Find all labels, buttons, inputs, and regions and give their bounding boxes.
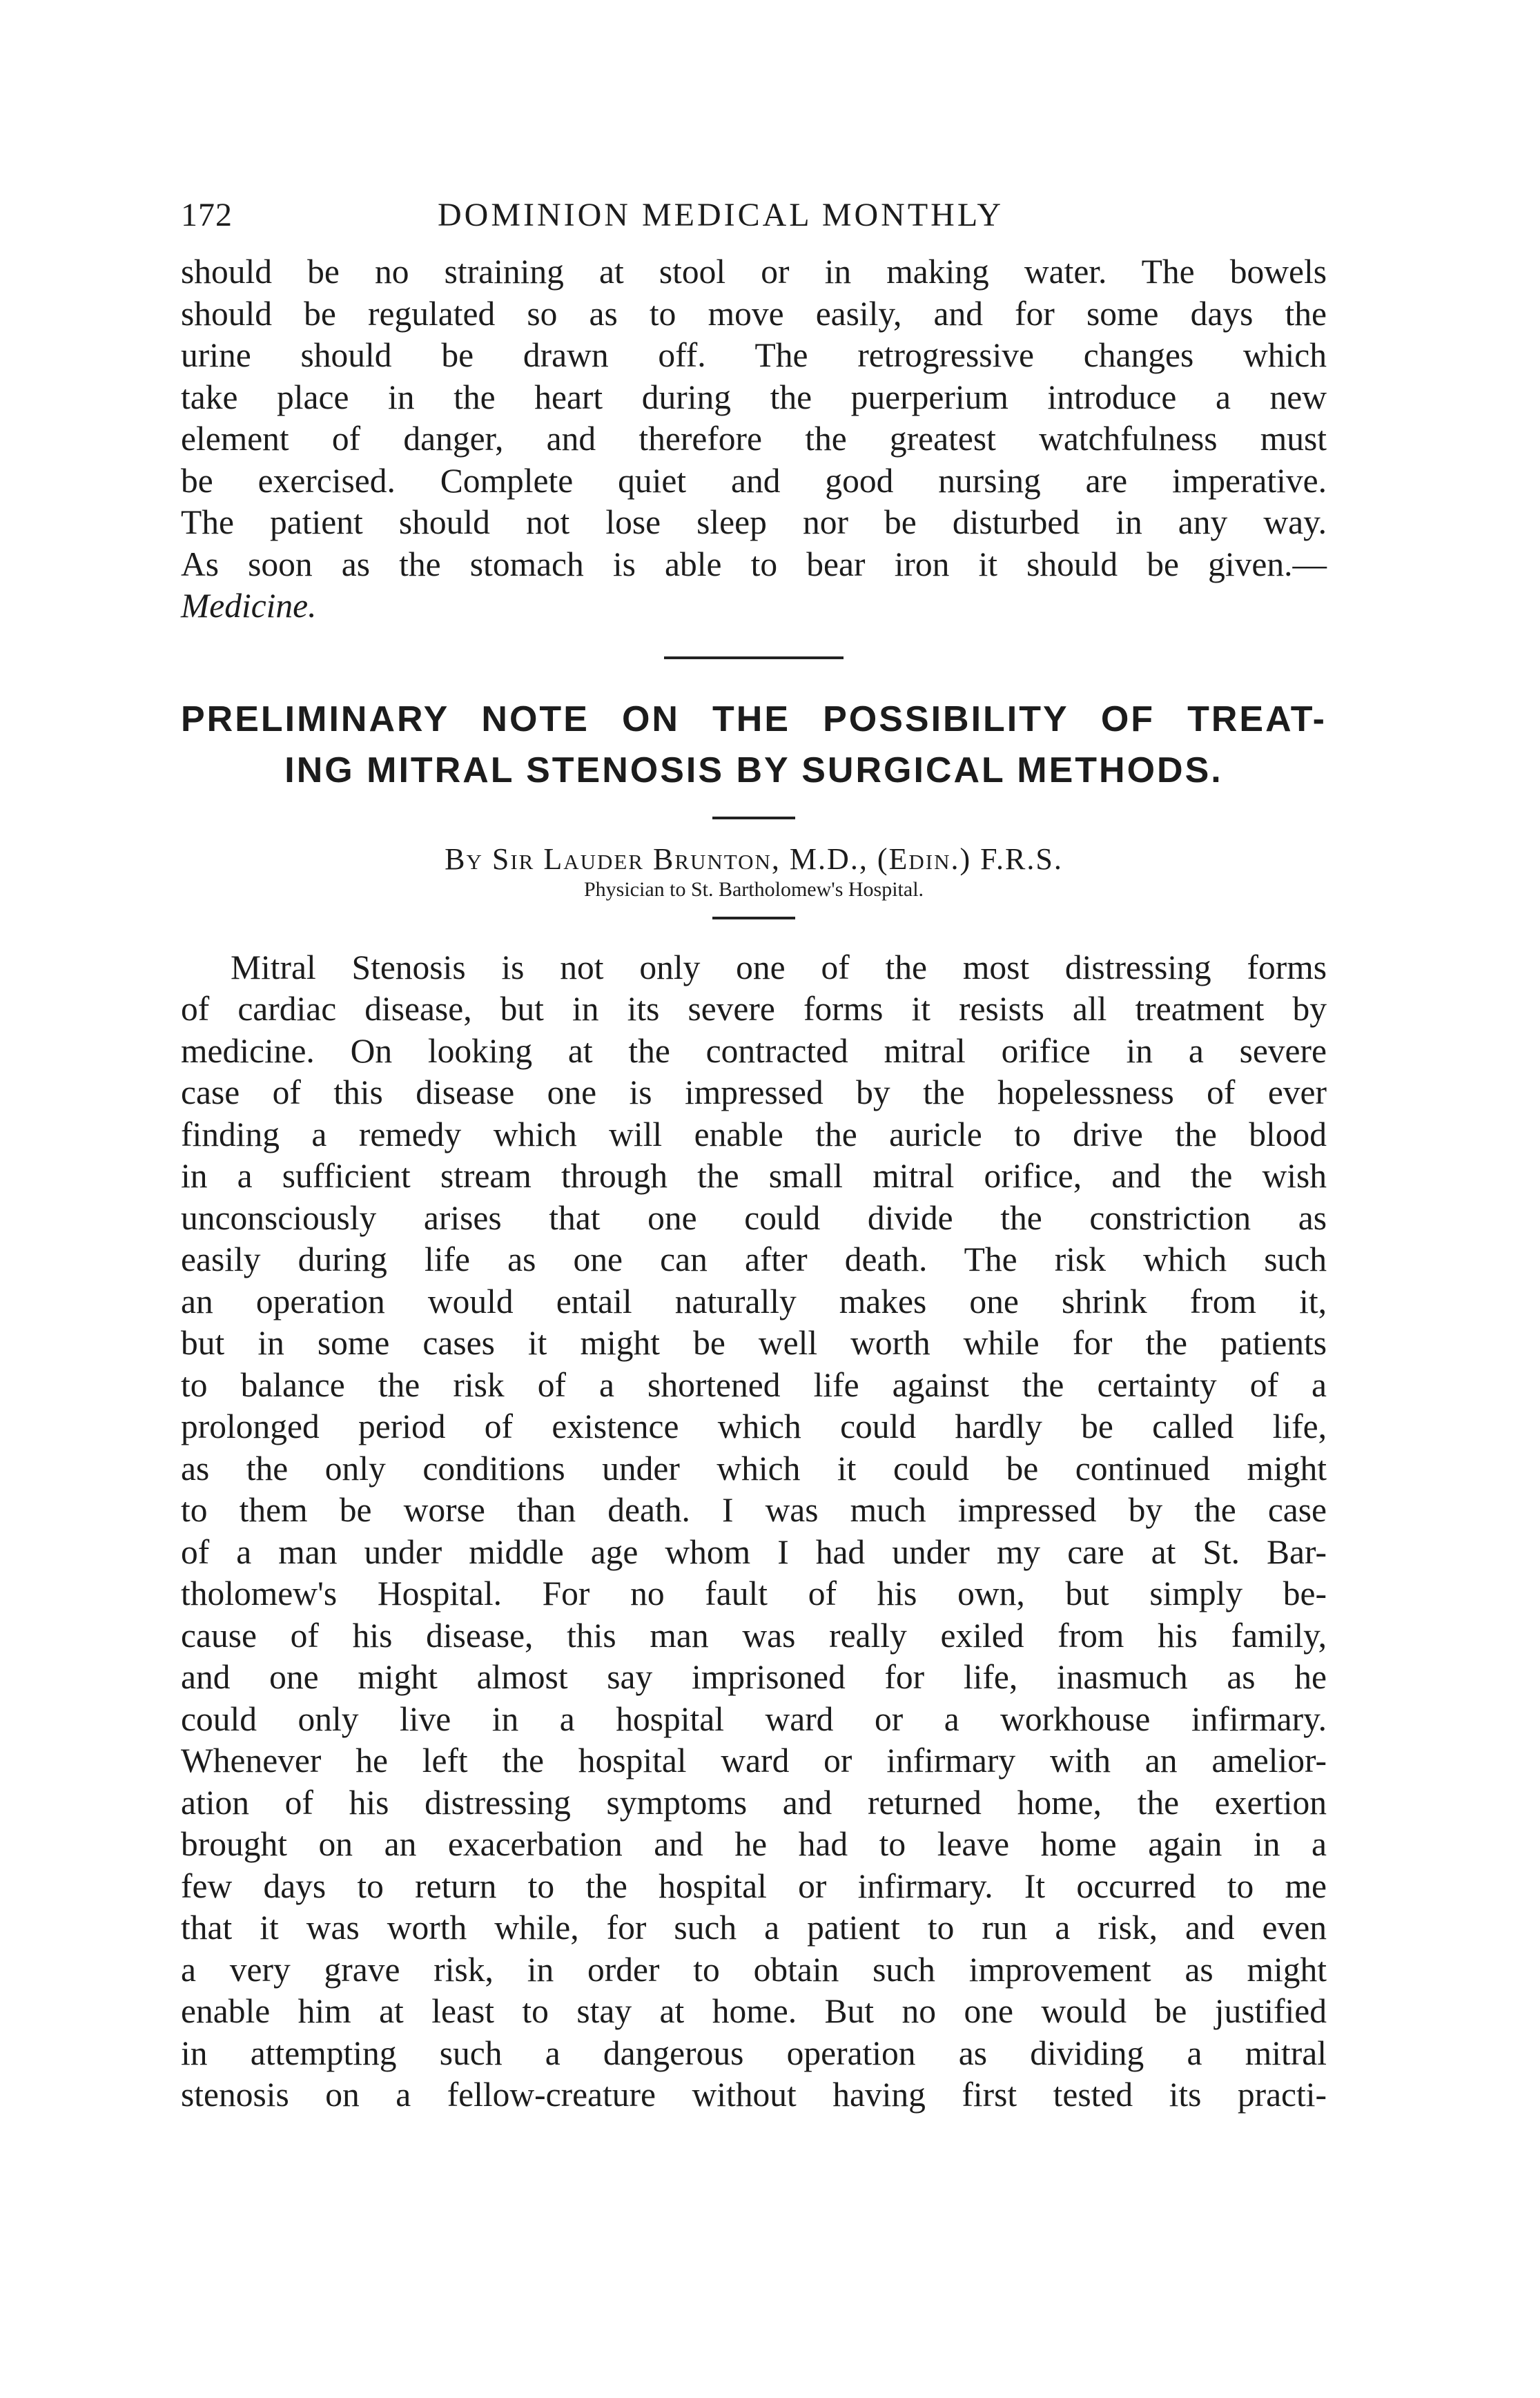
text-line: ation of his distressing symptoms and returned home, the exertion bbox=[181, 1783, 1327, 1822]
previous-article-ending bbox=[181, 251, 1327, 627]
text-line: that it was worth while, for such a patient to run a risk, and even bbox=[181, 1909, 1327, 1947]
text-line: take place in the heart during the puerperium introduce a new bbox=[181, 378, 1327, 416]
author-byline: By Sir Lauder Brunton, M.D., (Edin.) F.R.S. bbox=[445, 841, 1063, 876]
author-affiliation: Physician to St. Bartholomew's Hospital. bbox=[583, 877, 924, 901]
running-header bbox=[181, 196, 1327, 251]
text-line: of cardiac disease, but in its severe forms it resists all treatment by bbox=[181, 990, 1327, 1028]
text-line: should be no straining at stool or in making water. The bowels bbox=[181, 253, 1327, 291]
article-title bbox=[181, 694, 1327, 796]
text-line: element of danger, and therefore the greatest watchfulness must bbox=[181, 420, 1327, 458]
article-body bbox=[181, 947, 1327, 2116]
text-line: case of this disease one is impressed by the hopelessness of ever bbox=[181, 1073, 1327, 1111]
text-line: enable him at least to stay at home. But no one would be justified bbox=[181, 1992, 1327, 2030]
text-line: few days to return to the hospital or infirmary. It occurred to me bbox=[181, 1866, 1327, 1905]
text-line: urine should be drawn off. The retrogressive changes which bbox=[181, 336, 1327, 374]
text-line: as the only conditions under which it could be continued might bbox=[181, 1449, 1327, 1488]
section-divider bbox=[664, 656, 844, 659]
journal-title: DOMINION MEDICAL MONTHLY bbox=[438, 197, 1004, 233]
title-line: ING MITRAL STENOSIS BY SURGICAL METHODS. bbox=[284, 750, 1223, 790]
page bbox=[181, 196, 1327, 2116]
text-line: in attempting such a dangerous operation as dividing a mitral bbox=[181, 2034, 1327, 2072]
text-line: prolonged period of existence which could hardly be called life, bbox=[181, 1407, 1327, 1445]
text-line: unconsciously arises that one could divide the constriction as bbox=[181, 1198, 1327, 1237]
text-line: a very grave risk, in order to obtain such improvement as might bbox=[181, 1950, 1327, 1989]
text-line: but in some cases it might be well worth while for the patients bbox=[181, 1324, 1327, 1362]
text-line: medicine. On looking at the contracted mitral orifice in a severe bbox=[181, 1031, 1327, 1070]
text-line: As soon as the stomach is able to bear iron it should be given.— bbox=[181, 545, 1327, 583]
text-line: cause of his disease, this man was really exiled from his family, bbox=[181, 1616, 1327, 1655]
text-line: finding a remedy which will enable the auricle to drive the blood bbox=[181, 1115, 1327, 1153]
text-line: could only live in a hospital ward or a workhouse infirmary. bbox=[181, 1699, 1327, 1738]
text-line: Mitral Stenosis is not only one of the most distressing forms bbox=[231, 948, 1327, 986]
text-line: of a man under middle age whom I had under my care at St. Bar- bbox=[181, 1532, 1327, 1571]
text-line: in a sufficient stream through the small mitral orifice, and the wish bbox=[181, 1157, 1327, 1195]
page-number: 172 bbox=[181, 197, 233, 233]
text-line: tholomew's Hospital. For no fault of his own, but simply be- bbox=[181, 1575, 1327, 1612]
text-line: Whenever he left the hospital ward or infirmary with an amelior- bbox=[181, 1742, 1327, 1780]
text-line: The patient should not lose sleep nor be disturbed in any way. bbox=[181, 503, 1327, 541]
text-line: should be regulated so as to move easily, and for some days the bbox=[181, 294, 1327, 333]
source-citation: Medicine. bbox=[181, 587, 317, 625]
text-line: brought on an exacerbation and he had to leave home again in a bbox=[181, 1825, 1327, 1863]
text-line: be exercised. Complete quiet and good nursing are imperative. bbox=[181, 461, 1327, 500]
title-divider bbox=[712, 817, 795, 819]
text-line: and one might almost say imprisoned for life, inasmuch as he bbox=[181, 1658, 1327, 1696]
title-line: PRELIMINARY NOTE ON THE POSSIBILITY OF TREAT- bbox=[181, 699, 1327, 739]
text-line: to balance the risk of a shortened life against the certainty of a bbox=[181, 1365, 1327, 1404]
text-line: an operation would entail naturally makes one shrink from it, bbox=[181, 1282, 1327, 1320]
text-line: stenosis on a fellow-creature without having first tested its practi- bbox=[181, 2076, 1327, 2114]
text-line: easily during life as one can after death. The risk which such bbox=[181, 1240, 1327, 1278]
byline-divider bbox=[712, 917, 795, 919]
text-line: to them be worse than death. I was much impressed by the case bbox=[181, 1491, 1327, 1529]
